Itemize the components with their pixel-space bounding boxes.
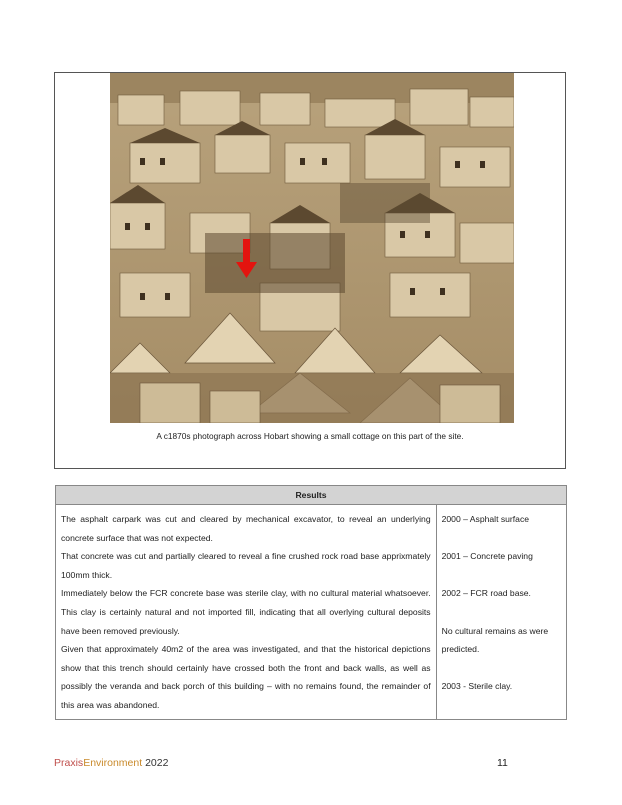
footer-year: 2022 <box>145 757 169 769</box>
spacer <box>442 603 561 622</box>
results-paragraph: The asphalt carpark was cut and cleared by mechanical excavator, to reveal an underlying concrete surface that was not expected. <box>61 514 431 543</box>
brand-praxis: Praxis <box>54 757 84 769</box>
context-note: 2002 – FCR road base. <box>441 588 531 599</box>
spacer <box>442 566 561 585</box>
context-note: 2001 – Concrete paving <box>441 551 533 562</box>
context-note: 2000 – Asphalt surface <box>441 514 530 524</box>
results-paragraph: Immediately below the FCR concrete base was sterile clay, with no cultural material whatsoever. This clay is certainly natural and not imported fill, indicating that all overlying cultural deposits have been removed previously. <box>61 588 431 636</box>
figure-frame <box>54 72 566 469</box>
results-description-cell <box>56 505 437 720</box>
results-table <box>55 485 567 720</box>
spacer <box>442 529 561 548</box>
figure-caption: A c1870s photograph across Hobart showing a small cottage on this part of the site. <box>156 431 464 441</box>
brand-environment: Environment <box>83 757 143 769</box>
page-number: 11 <box>497 757 508 769</box>
results-paragraph: Given that approximately 40m2 of the area was investigated, and that the historical depictions show that this trench should certainly have crossed both the front and back walls, as well as possibly the veranda and back porch of this building – with no remains found, the remainder of this area was abandoned. <box>61 644 431 710</box>
historic-photograph <box>110 73 514 423</box>
context-note: No cultural remains as were predicted. <box>441 625 549 655</box>
results-context-cell <box>436 505 566 720</box>
context-note: 2003 - Sterile clay. <box>441 681 513 692</box>
results-paragraph: That concrete was cut and partially cleared to reveal a fine crushed rock road base apprixmately 100mm thick. <box>61 551 431 580</box>
footer-brand <box>54 757 168 769</box>
spacer <box>442 659 561 678</box>
results-header: Results <box>56 486 567 505</box>
spacer <box>442 696 561 715</box>
